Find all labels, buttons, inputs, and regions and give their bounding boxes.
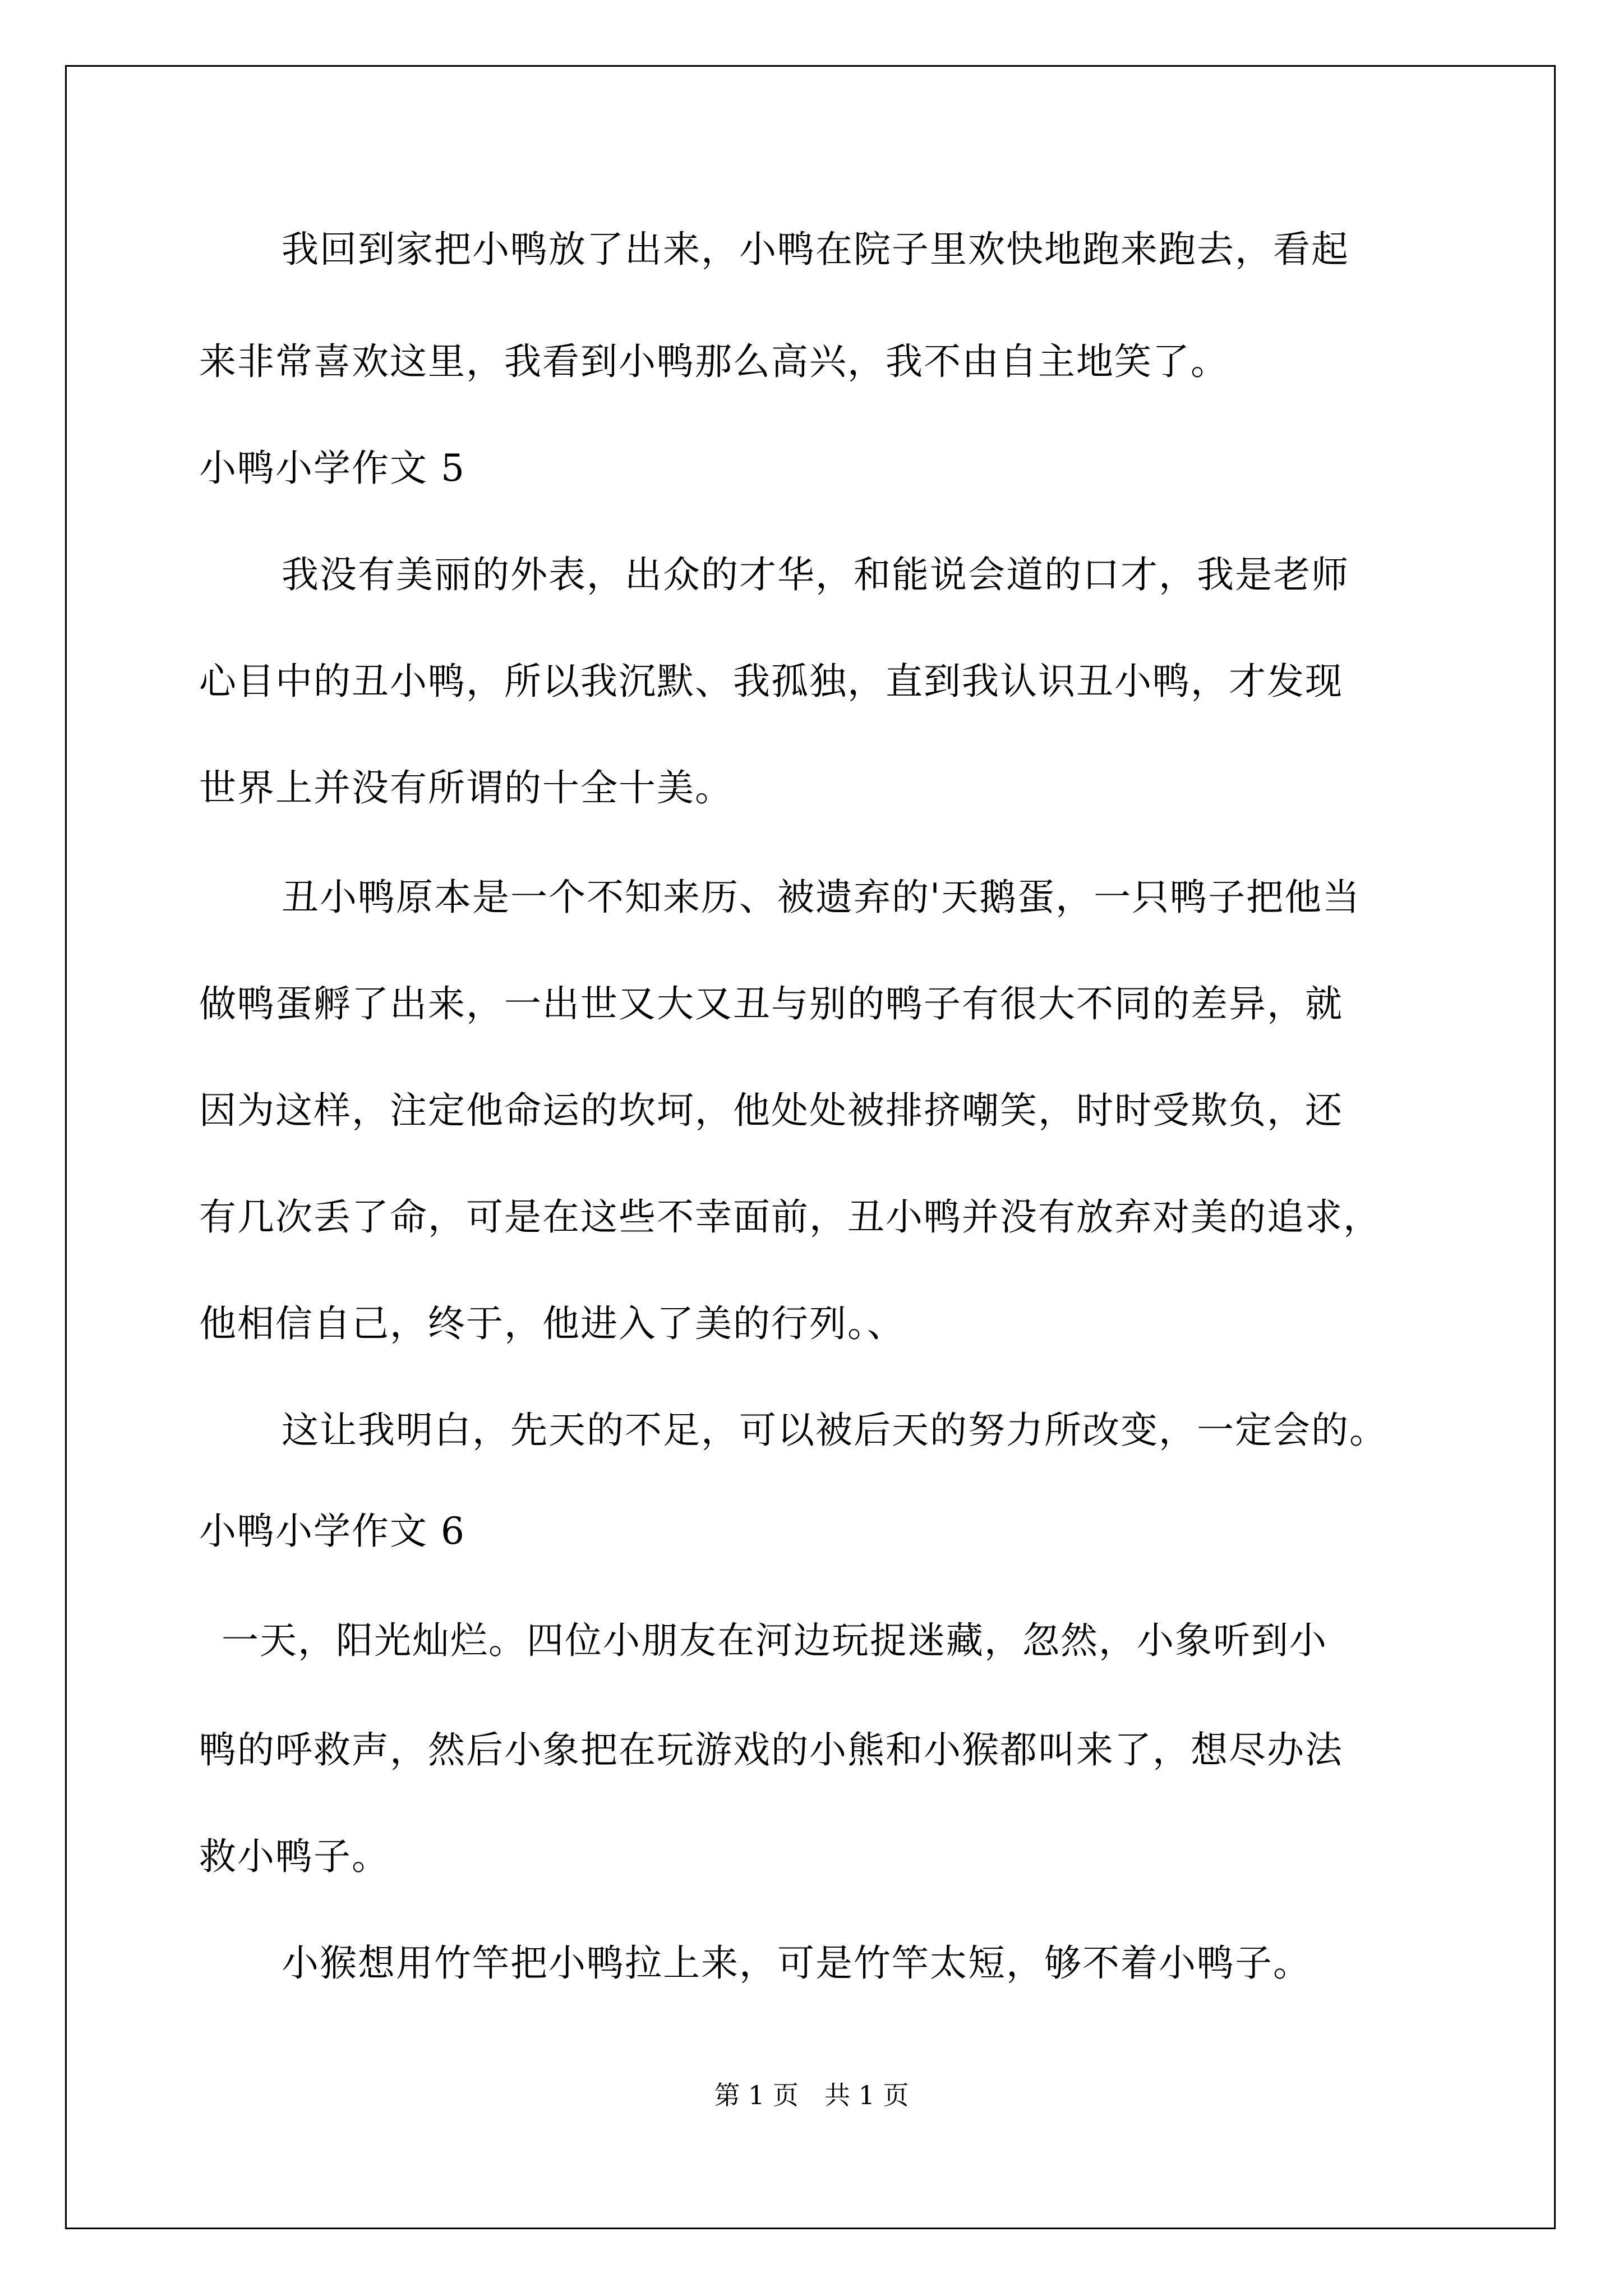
paragraph-line: 小猴想用竹竿把小鸭拉上来，可是竹竿太短，够不着小鸭子。 (282, 1941, 1311, 1985)
paragraph-line: 丑小鸭原本是一个不知来历、被遗弃的'天鹅蛋，一只鸭子把他当 (282, 876, 1361, 919)
paragraph-line: 我没有美丽的外表，出众的才华，和能说会道的口才，我是老师 (282, 553, 1349, 596)
page-border (65, 65, 1556, 2229)
paragraph-line: 这让我明白，先天的不足，可以被后天的努力所改变，一定会的。 (282, 1409, 1387, 1452)
paragraph-line: 救小鸭子。 (199, 1835, 390, 1878)
paragraph-line: 一天，阳光灿烂。四位小朋友在河边玩捉迷藏，忽然，小象听到小 (222, 1619, 1327, 1662)
paragraph-line: 因为这样，注定他命运的坎坷，他处处被排挤嘲笑，时时受欺负，还 (199, 1089, 1343, 1132)
section-heading: 小鸭小学作文 6 (199, 1510, 465, 1553)
paragraph-line: 来非常喜欢这里，我看到小鸭那么高兴，我不由自主地笑了。 (199, 340, 1229, 383)
paragraph-line: 做鸭蛋孵了出来，一出世又大又丑与别的鸭子有很大不同的差异，就 (199, 982, 1343, 1025)
paragraph-line: 他相信自己，终于，他进入了美的行列。、 (199, 1302, 905, 1345)
paragraph-line: 有几次丢了命，可是在这些不幸面前，丑小鸭并没有放弃对美的追求， (199, 1195, 1381, 1239)
section-heading: 小鸭小学作文 5 (199, 447, 465, 490)
page-footer: 第 1 页 共 1 页 (714, 2080, 909, 2110)
paragraph-line: 心目中的丑小鸭，所以我沉默、我孤独，直到我认识丑小鸭，才发现 (199, 660, 1343, 703)
paragraph-line: 鸭的呼救声，然后小象把在玩游戏的小熊和小猴都叫来了，想尽办法 (199, 1728, 1343, 1772)
paragraph-line: 世界上并没有所谓的十全十美。 (199, 766, 733, 809)
paragraph-line: 我回到家把小鸭放了出来，小鸭在院子里欢快地跑来跑去，看起 (282, 228, 1349, 271)
